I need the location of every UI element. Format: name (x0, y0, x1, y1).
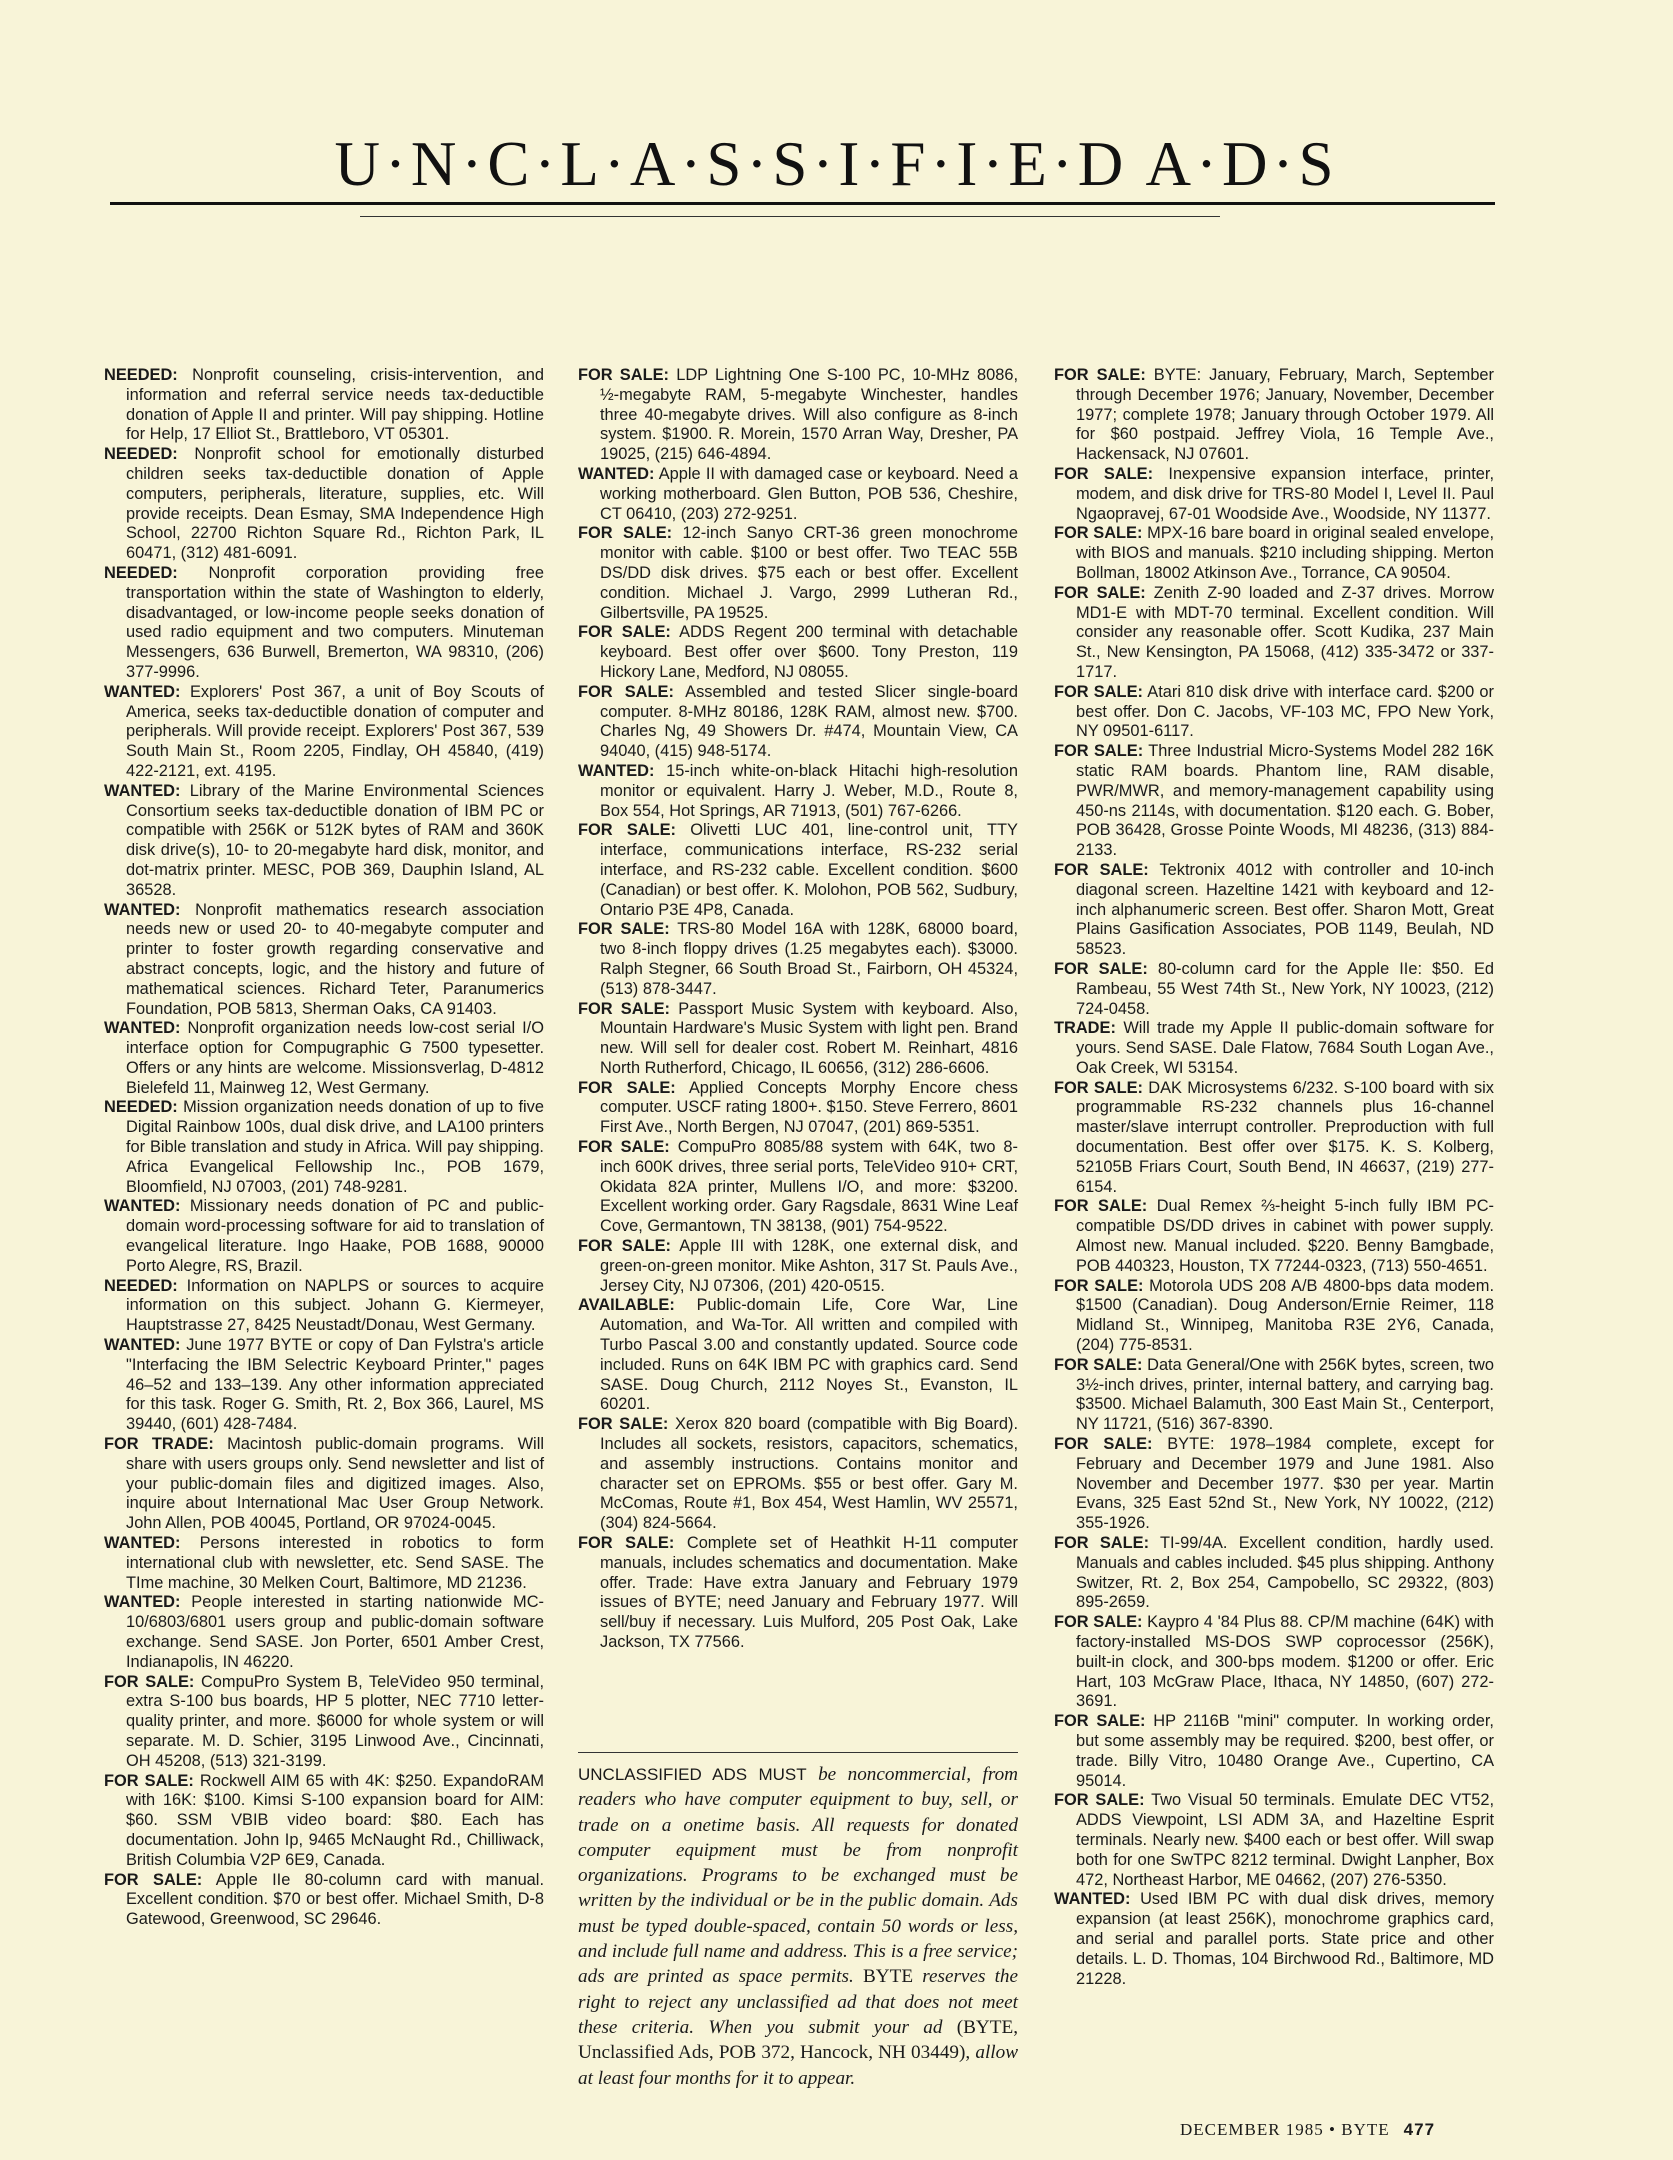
ad-text: Public-domain Life, Core War, Line Automation, and Wa-Tor. All written and compiled with Turbo Pascal 3.00 and constantly updated. Source code included. Runs on 64K IBM PC with graphics card. Send SASE. Doug Church, 2112 Noyes St., Evanston, IL 60201. (600, 1296, 1018, 1414)
ad-label: WANTED: (578, 464, 655, 483)
ad-label: NEEDED: (104, 1098, 178, 1117)
ad-entry (104, 782, 544, 901)
ad-text: Macintosh public-domain programs. Will share with users groups only. Send newsletter and list of your public-domain files and digitized images. Also, inquire about International Mac User Group Network. John Allen, POB 40045, Portland, OR 97024-0045. (126, 1435, 544, 1533)
ad-label: WANTED: (104, 1593, 181, 1612)
ad-label: WANTED: (104, 900, 181, 919)
ad-text: Missionary needs donation of PC and public-domain word-processing software for aid to translation of evangelical literature. Ingo Haake, POB 1688, 90000 Porto Alegre, RS, Brazil. (126, 1197, 544, 1275)
ad-text: Inexpensive expansion interface, printer, modem, and disk drive for TRS-80 Model I, Level II. Paul Ngaopravej, 67-01 Woodside Ave., Woodside, NY 11377. (1076, 464, 1495, 523)
ad-label: WANTED: (104, 781, 181, 800)
ad-text: HP 2116B "mini" computer. In working order, but some assembly may be required. $200, best offer, or trade. Billy Vitro, 10480 Orange Ave., Cupertino, CA 95014. (1076, 1712, 1494, 1790)
ad-entry (1054, 1356, 1494, 1435)
ad-entry (104, 1534, 544, 1593)
ad-label: FOR SALE: (578, 821, 677, 840)
ad-text: Information on NAPLPS or sources to acquire information on this subject. Johann G. Kiermeyer, Hauptstrasse 27, 8425 Neustadt/Donau, West Germany. (126, 1276, 545, 1335)
ad-text: Zenith Z-90 loaded and Z-37 drives. Morrow MD1-E with MDT-70 terminal. Excellent condition. Will consider any reasonable offer. Scott Kudika, 237 Main St., New Kensington, PA 15068, (412) 335-3472 or 337-1717. (1076, 583, 1495, 681)
ad-entry (578, 623, 1018, 682)
ad-label: WANTED: (104, 1019, 181, 1038)
ad-entry (1054, 683, 1494, 742)
ad-entry (578, 1415, 1018, 1534)
ad-text: Used IBM PC with dual disk drives, memory expansion (at least 256K), monochrome graphics card, and serial and parallel ports. State price and other details. L. D. Thomas, 104 Birchwood Rd., Baltimore, MD 21228. (1076, 1890, 1494, 1988)
ad-text: TRS-80 Model 16A with 128K, 68000 board, two 8-inch floppy drives (1.25 megabytes each). $3000. Ralph Stegner, 66 South Broad St., Fairborn, OH 45324, (513) 878-3447. (600, 920, 1018, 998)
ad-label: TRADE: (1054, 1019, 1116, 1038)
ad-entry (578, 1534, 1018, 1653)
title-subrule (360, 216, 1220, 217)
ad-text: BYTE: January, February, March, September through December 1976; January, November, December 1977; complete 1978; January through October 1979. All for $60 postpaid. Jeffrey Viola, 16 Temple Ave., Hackensack, NJ 07601. (1076, 366, 1495, 464)
ads-column-1 (104, 366, 544, 1930)
ad-text: Tektronix 4012 with controller and 10-inch diagonal screen. Hazeltine 1421 with keyboard and 12-inch alphanumeric screen. Best offer. Sharon Mott, Great Plains Gasification Associates, POB 1149, Beulah, ND 58523. (1076, 860, 1495, 959)
ads-column-2 (578, 366, 1018, 1653)
notice-lead: UNCLASSIFIED ADS MUST (578, 1765, 807, 1784)
ad-text: Nonprofit organization needs low-cost serial I/O interface option for Compugraphic G 7500 typesetter. Offers or any hints are welcome. Missionsverlag, D-4812 Bielefeld 11, Mainweg 12, West Germany. (126, 1019, 544, 1097)
ad-entry (1054, 1791, 1494, 1890)
ad-label: FOR SALE: (578, 920, 670, 939)
ad-label: WANTED: (578, 761, 655, 780)
ad-entry (578, 1237, 1018, 1296)
ad-label: FOR SALE: (578, 623, 671, 642)
ad-label: FOR SALE: (1054, 1276, 1144, 1295)
ad-entry (1054, 742, 1494, 861)
ad-entry (1054, 1197, 1494, 1276)
ad-text: LDP Lightning One S-100 PC, 10-MHz 8086, ½-megabyte RAM, 5-megabyte Winchester, handles three 40-megabyte drives. Will also configure as 8-inch system. $1900. R. Morein, 1570 Arran Way, Dresher, PA 19025, (215) 646-4894. (600, 366, 1018, 464)
ad-entry (578, 465, 1018, 524)
ad-label: FOR SALE: (1054, 1355, 1143, 1374)
ad-text: Data General/One with 256K bytes, screen, two 3½-inch drives, printer, internal battery, and carrying bag. $3500. Michael Balamuth, 300 East Main St., Centerport, NY 11721, (516) 367-8390. (1076, 1355, 1494, 1434)
ads-column-3 (1054, 366, 1494, 1989)
ad-label: FOR SALE: (1054, 1197, 1148, 1216)
title-rule (110, 202, 1495, 205)
ad-text: Nonprofit counseling, crisis-intervention, and information and referral service needs tax-deductible donation of Apple II and printer. Will pay shipping. Hotline for Help, 17 Elliot St., Brattleboro, VT 05301. (126, 366, 544, 444)
ad-entry (104, 901, 544, 1020)
ad-label: FOR SALE: (578, 1415, 669, 1434)
ad-entry (578, 1296, 1018, 1415)
submission-notice (578, 1762, 1018, 2091)
ad-label: FOR SALE: (1054, 860, 1149, 879)
ad-text: Atari 810 disk drive with interface card. $200 or best offer. Don C. Jacobs, VF-103 MC, FPO New York, NY 09501-6117. (1076, 682, 1494, 741)
ad-entry (104, 1019, 544, 1098)
ad-text: TI-99/4A. Excellent condition, hardly used. Manuals and cables included. $45 plus shipping. Anthony Switzer, Rt. 2, Box 254, Campobello, SC 29322, (803) 895-2659. (1076, 1534, 1494, 1612)
ad-entry (578, 524, 1018, 623)
ad-entry (104, 1871, 544, 1930)
ad-text: MPX-16 bare board in original sealed envelope, with BIOS and manuals. $210 including shipping. Merton Bollman, 18002 Atkinson Ave., Torrance, CA 90504. (1076, 524, 1494, 582)
ad-label: FOR SALE: (1054, 959, 1148, 978)
notice-body-3: allow at least four months for it to appear. (578, 2042, 1019, 2089)
ad-label: WANTED: (1054, 1890, 1131, 1909)
ad-text: Motorola UDS 208 A/B 4800-bps data modem. $1500 (Canadian). Doug Anderson/Ernie Reimer, 118 Midland St., Winnipeg, Manitoba R3E 2Y6, Canada, (204) 775-8531. (1076, 1276, 1494, 1355)
ad-label: WANTED: (104, 1534, 181, 1553)
ad-text: Three Industrial Micro-Systems Model 282 16K static RAM boards. Phantom line, RAM disable, PWR/MWR, and memory-management capability using 450-ns 2114s, with documentation. $120 each. G. Bober, POB 36428, Grosse Pointe Woods, MI 48236, (313) 884-2133. (1076, 742, 1494, 860)
ad-label: FOR SALE: (1054, 1078, 1144, 1097)
notice-rule (578, 1752, 1018, 1753)
ad-label: FOR SALE: (578, 1138, 670, 1157)
ad-entry (578, 366, 1018, 465)
ad-entry (104, 1593, 544, 1672)
ad-label: FOR SALE: (1054, 524, 1143, 543)
ad-label: FOR SALE: (104, 1672, 195, 1691)
ad-text: Nonprofit school for emotionally disturbed children seeks tax-deductible donation of Apple computers, peripherals, literature, supplies, etc. Will provide receipts. Dean Esmay, SMA Independence High School, 22700 Richton Square Rd., Richton Park, IL 60471, (312) 481-6091. (126, 445, 544, 563)
ad-entry (1054, 1277, 1494, 1356)
ad-label: FOR SALE: (578, 1534, 675, 1553)
ad-text: Assembled and tested Slicer single-board computer. 8-MHz 80186, 128K RAM, almost new. $700. Charles Ng, 49 Showers Dr. #474, Mountain View, CA 94040, (415) 948-5174. (600, 682, 1019, 761)
ad-label: FOR SALE: (578, 1237, 671, 1256)
notice-body-1: be noncommercial, from readers who have computer equipment to buy, sell, or trade on a onetime basis. All requests for donated computer equipment must be from nonprofit organizations. Programs to be exchanged must be written by the individual or be in the public domain. Ads must be typed double-spaced, contain 50 words or less, and include full name and address. This is a free service; ads are printed as space permits. (578, 1764, 1019, 1988)
ad-entry (104, 1336, 544, 1435)
ad-label: FOR TRADE: (104, 1435, 214, 1454)
ad-entry (1054, 1079, 1494, 1198)
ad-entry (1054, 1435, 1494, 1534)
ad-text: Passport Music System with keyboard. Also, Mountain Hardware's Music System with light pen. Brand new. Will sell for dealer cost. Robert M. Reinhart, 4816 North Rutherford, Chicago, IL 60656, (312) 286-6606. (600, 999, 1019, 1077)
ad-label: FOR SALE: (1054, 742, 1144, 761)
ad-label: WANTED: (104, 1197, 181, 1216)
ad-text: Applied Concepts Morphy Encore chess computer. USCF rating 1800+. $150. Steve Ferrero, 8601 First Ave., North Bergen, NJ 07047, (201) 869-5351. (600, 1078, 1019, 1137)
ad-text: BYTE: 1978–1984 complete, except for February and December 1979 and June 1981. Also November and December 1977. $30 per year. Martin Evans, 325 East 52nd St., New York, NY 10022, (212) 355-1926. (1076, 1435, 1495, 1533)
ad-text: Xerox 820 board (compatible with Big Board). Includes all sockets, resistors, capacitors, schematics, and assembly instructions. Contains monitor and character set on EPROMs. $55 or best offer. Gary M. McComas, Route #1, Box 454, West Hamlin, WV 25571, (304) 824-5664. (600, 1415, 1018, 1533)
ad-entry (104, 1277, 544, 1336)
ad-entry (104, 445, 544, 564)
notice-address: (BYTE, Unclassified Ads, POB 372, Hancock, NH 03449), (578, 2016, 1019, 2064)
ad-text: Olivetti LUC 401, line-control unit, TTY interface, communications interface, RS-232 serial interface, and RS-232 cable. Excellent condition. $600 (Canadian) or best offer. K. Molohon, POB 562, Sudbury, Ontario P3E 4P8, Canada. (600, 821, 1018, 919)
ad-label: FOR SALE: (104, 1870, 203, 1889)
ad-text: 80-column card for the Apple IIe: $50. Ed Rambeau, 55 West 74th St., New York, NY 10023, (212) 724-0458. (1076, 959, 1495, 1018)
ad-entry (104, 1435, 544, 1534)
ad-text: June 1977 BYTE or copy of Dan Fylstra's article "Interfacing the IBM Selectric Keyboard Printer," pages 46–52 and 133–139. Any other information appreciated for this task. Roger G. Smith, Rt. 2, Box 366, Laurel, MS 39440, (601) 428-7484. (126, 1336, 544, 1434)
ad-text: Complete set of Heathkit H-11 computer manuals, includes schematics and documentation. Make offer. Trade: Have extra January and February 1979 issues of BYTE; need January and February 1977. Will sell/buy if necessary. Luis Mulford, 205 Post Oak, Lake Jackson, TX 77566. (600, 1534, 1018, 1651)
ad-entry (578, 1079, 1018, 1138)
ad-entry (1054, 1534, 1494, 1613)
ad-text: CompuPro System B, TeleVideo 950 terminal, extra S-100 bus boards, HP 5 plotter, NEC 7710 letter-quality printer, and more. $6000 for whole system or will separate. M. D. Schier, 3195 Linwood Ave., Cincinnati, OH 45208, (513) 321-3199. (126, 1672, 544, 1770)
ad-label: FOR SALE: (1054, 1534, 1150, 1553)
ad-label: FOR SALE: (1054, 682, 1143, 701)
ad-text: Library of the Marine Environmental Sciences Consortium seeks tax-deductible donation of IBM PC or compatible with 256K or 512K bytes of RAM and 360K disk drive(s), 10- to 20-megabyte hard disk, monitor, and dot-matrix printer. MESC, POB 369, Dauphin Island, AL 36528. (126, 781, 544, 899)
ad-label: WANTED: (104, 682, 181, 701)
ad-text: ADDS Regent 200 terminal with detachable keyboard. Best offer over $600. Tony Preston, 119 Hickory Lane, Medford, NJ 08055. (600, 623, 1019, 681)
ad-label: NEEDED: (104, 563, 178, 582)
ad-label: FOR SALE: (104, 1771, 194, 1790)
ad-text: Apple II with damaged case or keyboard. Need a working motherboard. Glen Button, POB 536, Cheshire, CT 06410, (203) 272-9251. (600, 464, 1019, 523)
ad-entry (104, 1673, 544, 1772)
ad-label: NEEDED: (104, 1276, 178, 1295)
ad-text: CompuPro 8085/88 system with 64K, two 8-inch 600K drives, three serial ports, TeleVideo 910+ CRT, Okidata 82A printer, Mullens I/O, and more: $3200. Excellent working order. Gary Ragsdale, 8631 Wine Leaf Cove, Germantown, TN 38138, (901) 754-9522. (600, 1138, 1018, 1236)
ad-text: 15-inch white-on-black Hitachi high-resolution monitor or equivalent. Harry J. Weber, M.D., Route 8, Box 554, Hot Springs, AR 71913, (501) 767-6266. (600, 761, 1018, 820)
ad-text: Persons interested in robotics to form international club with newsletter, etc. Send SASE. The TIme machine, 30 Melken Court, Baltimore, MD 21236. (126, 1534, 544, 1592)
ad-text: 12-inch Sanyo CRT-36 green monochrome monitor with cable. $100 or best offer. Two TEAC 55B DS/DD disk drives. $75 each or best offer. Excellent condition. Michael J. Vargo, 2999 Lutheran Rd., Gilbertsville, PA 19525. (600, 524, 1018, 622)
footer-issue: DECEMBER 1985 • BYTE (1180, 2120, 1390, 2139)
ad-text: Rockwell AIM 65 with 4K: $250. ExpandoRAM with 16K: $100. Kimsi S-100 expansion board for AIM: $60. SSM VBIB video board: $80. Each has documentation. John Ip, 9465 McNaught Rd., Chilliwack, British Columbia V2P 6E9, Canada. (126, 1771, 545, 1869)
ad-entry (578, 762, 1018, 821)
ad-entry (1054, 1890, 1494, 1989)
ad-entry (1054, 960, 1494, 1019)
ad-text: Explorers' Post 367, a unit of Boy Scouts of America, seeks tax-deductible donation of computer and peripherals. Will provide receipt. Explorers' Post 367, 539 South Main St., Room 2205, Findlay, OH 45840, (419) 422-2121, ext. 4195. (126, 682, 544, 780)
ad-entry (1054, 1613, 1494, 1712)
ad-text: Mission organization needs donation of up to five Digital Rainbow 100s, dual disk drive, and LA100 printers for Bible translation and study in Africa. Will pay shipping. Africa Evangelical Fellowship Inc., POB 1679, Bloomfield, NJ 07003, (201) 748-9281. (126, 1098, 544, 1196)
ad-label: FOR SALE: (1054, 583, 1146, 602)
ad-label: FOR SALE: (578, 999, 670, 1018)
ad-label: FOR SALE: (1054, 464, 1154, 483)
ad-text: Kaypro 4 '84 Plus 88. CP/M machine (64K) with factory-installed MS-DOS SWP coprocessor (256K), built-in clock, and 300-bps modem. $1200 or offer. Eric Hart, 103 McGraw Place, Ithaca, NY 14850, (607) 272-3691. (1076, 1613, 1494, 1711)
ad-label: FOR SALE: (578, 1078, 676, 1097)
ad-label: WANTED: (104, 1336, 181, 1355)
page-number: 477 (1403, 2120, 1436, 2139)
ad-entry (104, 1098, 544, 1197)
ad-label: NEEDED: (104, 445, 178, 464)
ad-entry (578, 683, 1018, 762)
ad-label: FOR SALE: (1054, 1435, 1153, 1454)
ad-entry (104, 1772, 544, 1871)
ad-entry (578, 920, 1018, 999)
ad-label: FOR SALE: (578, 524, 673, 543)
ad-text: Apple IIe 80-column card with manual. Excellent condition. $70 or best offer. Michael Smith, D-8 Gatewood, Greenwood, SC 29646. (126, 1870, 544, 1929)
ad-entry (1054, 1019, 1494, 1078)
ad-entry (1054, 1712, 1494, 1791)
ad-label: NEEDED: (104, 366, 178, 384)
page-footer (1180, 2120, 1435, 2140)
ad-text: Apple III with 128K, one external disk, and green-on-green monitor. Mike Ashton, 317 St. Pauls Ave., Jersey City, NJ 07306, (201) 420-0515. (600, 1237, 1019, 1295)
ad-label: AVAILABLE: (578, 1296, 675, 1315)
ad-text: Two Visual 50 terminals. Emulate DEC VT52, ADDS Viewpoint, LSI ADM 3A, and Hazeltine Esprit terminals. Nearly new. $400 each or best offer. Will swap both for one SwTPC 8212 terminal. Dwight Lanpher, Box 472, Northeast Harbor, ME 04662, (207) 276-5350. (1076, 1791, 1494, 1889)
ad-text: People interested in starting nationwide MC-10/6803/6801 users group and public-domain software exchange. Send SASE. Jon Porter, 6501 Amber Crest, Indianapolis, IN 46220. (126, 1593, 544, 1671)
ad-label: FOR SALE: (578, 366, 669, 384)
ad-entry (578, 1138, 1018, 1237)
ad-entry (578, 821, 1018, 920)
ad-entry (104, 683, 544, 782)
ad-entry (1054, 465, 1494, 524)
ad-entry (1054, 524, 1494, 583)
ad-entry (104, 1197, 544, 1276)
ad-text: Will trade my Apple II public-domain software for yours. Send SASE. Dale Flatow, 7684 South Logan Ave., Oak Creek, WI 53154. (1076, 1019, 1494, 1077)
ad-entry (578, 1000, 1018, 1079)
ad-entry (1054, 584, 1494, 683)
ad-text: Nonprofit corporation providing free transportation within the state of Washington to elderly, disadvantaged, or low-income people seeks donation of used radio equipment and two computers. Minuteman Messengers, 636 Burwell, Bremerton, WA 98310, (206) 377-9996. (126, 563, 544, 681)
ad-text: DAK Microsystems 6/232. S-100 board with six programmable RS-232 channels plus 16-channel master/slave interrupt controller. Preproduction with full documentation. Best offer over $175. K. S. Kolberg, 52105B Friars Court, South Bend, IN 46637, (219) 277-6154. (1076, 1078, 1494, 1196)
ad-entry (1054, 861, 1494, 960)
notice-byte: BYTE (862, 1966, 914, 1988)
ad-entry (104, 366, 544, 445)
ad-text: Nonprofit mathematics research association needs new or used 20- to 40-megabyte computer and printer to foster growth regarding conservative and abstract concepts, logic, and the history and future of mathematical sciences. Richard Teter, Paranumerics Foundation, POB 5813, Sherman Oaks, CA 91403. (126, 900, 544, 1018)
page-title: U·N·C·L·A·S·S·I·F·I·E·D A·D·S (334, 129, 1339, 199)
ad-label: FOR SALE: (1054, 1791, 1145, 1810)
ad-label: FOR SALE: (578, 682, 674, 701)
notice-body-2: reserves the right to reject any unclassified ad that does not meet these criteria. When you submit your ad (578, 1966, 1019, 2038)
ad-label: FOR SALE: (1054, 1613, 1143, 1632)
ad-label: FOR SALE: (1054, 1712, 1146, 1731)
ad-entry (104, 564, 544, 683)
ad-label: FOR SALE: (1054, 366, 1146, 384)
ad-entry (1054, 366, 1494, 465)
ad-text: Dual Remex ⅔-height 5-inch fully IBM PC-compatible DS/DD drives in cabinet with power supply. Almost new. Manual included. $220. Benny Bamgbade, POB 440323, Houston, TX 77244-0323, (713) 550-4651. (1076, 1197, 1494, 1275)
